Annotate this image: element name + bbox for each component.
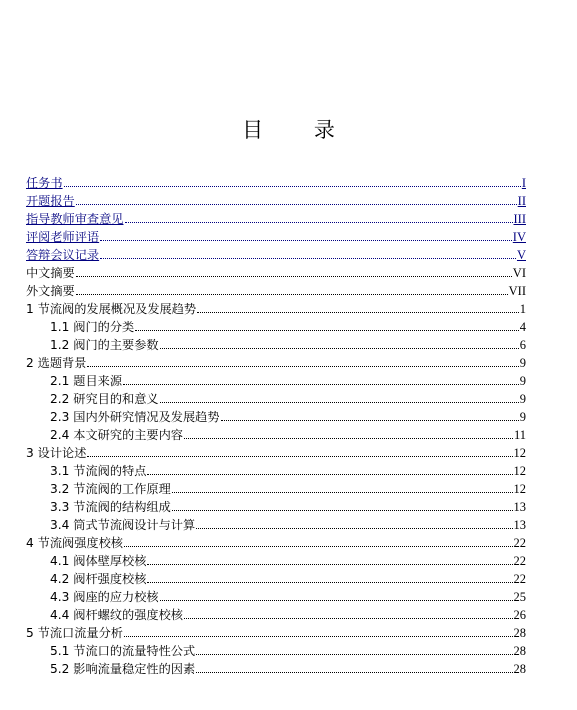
toc-entry — [26, 658, 526, 676]
toc-entry-label: 3.1 节流阀的特点 — [50, 464, 147, 478]
toc-entry-page-number: 28 — [513, 626, 526, 640]
toc-entry-page-number: VII — [508, 284, 526, 298]
toc-entry-page-number: 22 — [513, 554, 526, 568]
toc-entry — [26, 262, 526, 280]
toc-entry-label: 4.1 阀体壁厚校核 — [50, 554, 147, 568]
toc-entry-label[interactable]: 答辩会议记录 — [26, 248, 100, 262]
toc-entry-label: 3.4 筒式节流阀设计与计算 — [50, 518, 196, 532]
toc-entry-label: 3.2 节流阀的工作原理 — [50, 482, 171, 496]
dot-leader — [64, 185, 521, 187]
toc-entry-page-number: 9 — [519, 356, 526, 370]
dot-leader — [221, 419, 519, 421]
toc-entry-label: 中文摘要 — [26, 266, 75, 280]
toc-entry[interactable] — [26, 208, 526, 226]
table-of-contents — [26, 172, 526, 676]
toc-entry-label[interactable]: 评阅老师评语 — [26, 230, 100, 244]
toc-entry-label: 3.3 节流阀的结构组成 — [50, 500, 171, 514]
toc-entry — [26, 424, 526, 442]
toc-entry — [26, 568, 526, 586]
toc-entry-label: 2.3 国内外研究情况及发展趋势 — [50, 410, 220, 424]
toc-entry-page-number: 22 — [513, 572, 526, 586]
toc-entry-label: 5 节流口流量分析 — [26, 626, 123, 640]
toc-entry-label: 4.2 阀杆强度校核 — [50, 572, 147, 586]
toc-entry — [26, 442, 526, 460]
toc-entry-label: 5.1 节流口的流量特性公式 — [50, 644, 196, 658]
toc-entry — [26, 496, 526, 514]
dot-leader — [172, 509, 513, 511]
toc-entry[interactable] — [26, 190, 526, 208]
toc-entry-label: 4.3 阀座的应力校核 — [50, 590, 159, 604]
page-title: 目 录 — [242, 118, 357, 142]
toc-entry-page-number: VI — [512, 266, 526, 280]
toc-entry-page-number: 1 — [519, 302, 526, 316]
toc-entry-label: 4.4 阀杆螺纹的强度校核 — [50, 608, 183, 622]
toc-entry — [26, 370, 526, 388]
toc-entry-page-number: 22 — [513, 536, 526, 550]
dot-leader — [76, 203, 517, 205]
toc-entry-label: 2.2 研究目的和意义 — [50, 392, 159, 406]
toc-entry-label[interactable]: 任务书 — [26, 176, 63, 190]
dot-leader — [147, 581, 512, 583]
toc-entry-page-number: 26 — [513, 608, 526, 622]
toc-entry-label: 5.2 影响流量稳定性的因素 — [50, 662, 196, 676]
dot-leader — [147, 473, 512, 475]
toc-entry-page-number: 28 — [513, 662, 526, 676]
toc-entry-label: 3 设计论述 — [26, 446, 87, 460]
dot-leader — [87, 365, 518, 367]
toc-entry — [26, 586, 526, 604]
toc-entry — [26, 604, 526, 622]
toc-entry-label: 1 节流阀的发展概况及发展趋势 — [26, 302, 197, 316]
dot-leader — [184, 437, 513, 439]
toc-entry — [26, 298, 526, 316]
toc-entry-page-number: 9 — [519, 410, 526, 424]
toc-entry-page-number[interactable]: V — [516, 248, 526, 262]
toc-entry — [26, 550, 526, 568]
dot-leader — [87, 455, 512, 457]
dot-leader — [160, 347, 519, 349]
toc-entry[interactable] — [26, 226, 526, 244]
toc-entry-label: 1.2 阀门的主要参数 — [50, 338, 159, 352]
toc-entry-page-number: 13 — [513, 500, 526, 514]
toc-entry-page-number: 11 — [513, 428, 526, 442]
toc-entry-page-number: 9 — [519, 374, 526, 388]
toc-entry-page-number: 12 — [513, 464, 526, 478]
dot-leader — [147, 563, 512, 565]
toc-entry-page-number[interactable]: III — [513, 212, 526, 226]
toc-entry-page-number[interactable]: II — [517, 194, 526, 208]
dot-leader — [196, 653, 512, 655]
dot-leader — [197, 311, 519, 313]
toc-entry — [26, 460, 526, 478]
dot-leader — [196, 527, 512, 529]
dot-leader — [160, 401, 519, 403]
toc-entry-page-number: 25 — [513, 590, 526, 604]
dot-leader — [172, 491, 513, 493]
dot-leader — [100, 239, 512, 241]
toc-entry-page-number: 28 — [513, 644, 526, 658]
toc-entry-page-number: 9 — [519, 392, 526, 406]
toc-entry-page-number: 13 — [513, 518, 526, 532]
toc-entry — [26, 334, 526, 352]
toc-entry — [26, 388, 526, 406]
toc-entry-label: 4 节流阀强度校核 — [26, 536, 123, 550]
dot-leader — [125, 221, 513, 223]
toc-entry-label: 外文摘要 — [26, 284, 75, 298]
dot-leader — [124, 545, 513, 547]
dot-leader — [135, 329, 519, 331]
toc-entry-label[interactable]: 开题报告 — [26, 194, 75, 208]
toc-entry — [26, 622, 526, 640]
toc-entry — [26, 280, 526, 298]
toc-entry — [26, 514, 526, 532]
toc-entry-page-number: 6 — [519, 338, 526, 352]
toc-entry-label[interactable]: 指导教师审查意见 — [26, 212, 124, 226]
toc-entry-page-number[interactable]: I — [521, 176, 526, 190]
toc-entry[interactable] — [26, 172, 526, 190]
toc-entry — [26, 532, 526, 550]
dot-leader — [123, 383, 519, 385]
toc-entry — [26, 316, 526, 334]
dot-leader — [76, 275, 512, 277]
toc-entry-label: 2.1 题目来源 — [50, 374, 123, 388]
toc-entry-page-number[interactable]: IV — [512, 230, 526, 244]
toc-entry — [26, 406, 526, 424]
toc-entry[interactable] — [26, 244, 526, 262]
toc-entry-label: 2 选题背景 — [26, 356, 87, 370]
dot-leader — [196, 671, 512, 673]
toc-entry-page-number: 12 — [513, 446, 526, 460]
dot-leader — [160, 599, 513, 601]
toc-entry-label: 2.4 本文研究的主要内容 — [50, 428, 183, 442]
toc-entry-page-number: 12 — [513, 482, 526, 496]
dot-leader — [100, 257, 516, 259]
dot-leader — [76, 293, 508, 295]
toc-entry — [26, 640, 526, 658]
toc-entry-page-number: 4 — [519, 320, 526, 334]
toc-entry — [26, 478, 526, 496]
dot-leader — [184, 617, 513, 619]
toc-entry-label: 1.1 阀门的分类 — [50, 320, 135, 334]
toc-entry — [26, 352, 526, 370]
dot-leader — [124, 635, 513, 637]
